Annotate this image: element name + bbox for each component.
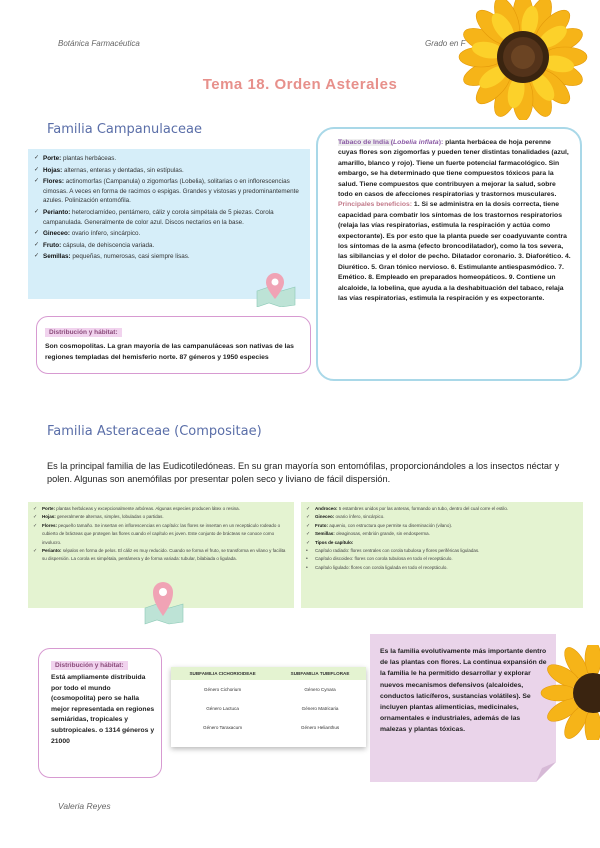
distribution-label: Distribución y hábitat: <box>51 661 128 670</box>
asteraceae-trait-item <box>306 564 579 572</box>
asteraceae-traits-right <box>301 502 583 608</box>
map-pin-icon <box>253 273 299 307</box>
trait-term: Fruto: <box>315 522 328 528</box>
asteraceae-trait-item <box>306 547 579 555</box>
lobelia-species: Lobelia inflata <box>393 139 439 146</box>
trait-text: heteroclamídeo, pentámero, cáliz y corola simpétala de 5 piezas. Corola campanulada. Generalmente de color azul. Discos nectarios en la base. <box>43 208 274 226</box>
asteraceae-distribution-box <box>38 648 162 778</box>
trait-text: Capítulo discoideo: flores con corola tubulosa en todo el receptáculo. <box>315 556 453 562</box>
trait-term: Androceo: <box>315 506 338 511</box>
distribution-text: Son cosmopolitas. La gran mayoría de las campanuláceas son nativas de las regiones templadas del hemisferio norte. 87 géneros y 1950 especies <box>45 343 294 361</box>
lobelia-description: planta herbácea de hoja perenne cuyas flores son zigomorfas y pueden tener distintas tonalidades (azul, amarillo, blanco y rojo). Tiene un fuerte potencial farmacológico. Sin embargo, se ha determinado que tiene compuestos tóxicos para la salud. Tiene compuestos que contribuyen a mejorar la salud, sobre todo en casos de afecciones respiratorias y trastornos musculares. <box>338 139 569 199</box>
page-title: Tema 18. Orden Asterales <box>202 76 398 93</box>
table-cell: Género Matricaria <box>301 706 339 711</box>
section-heading-asteraceae: Familia Asteraceae (Compositae) <box>47 424 262 439</box>
footer-author: Valeria Reyes <box>58 801 111 811</box>
lobelia-info-box <box>316 127 582 381</box>
asteraceae-traits-left-list <box>33 505 290 564</box>
trait-text: cápsula, de dehiscencia variada. <box>61 241 155 249</box>
lobelia-label: Tabaco de India ( <box>338 139 394 146</box>
trait-text: plantas herbáceas y excepcionalmente arbóreas. Algunas especies producen látex o resina. <box>55 506 240 511</box>
table-row <box>171 718 366 737</box>
trait-text: 5 estambres unidos por las anteras, formando un tubo, dentro del cual corre el estilo. <box>337 506 509 511</box>
campanulaceae-distribution-box <box>36 316 311 374</box>
trait-term: Fruto: <box>43 241 62 249</box>
trait-text: Capítulo radiado: flores centrales con corola tubulosa y flores periféricas liguladas. <box>315 548 480 554</box>
sunflower-illustration <box>455 0 590 120</box>
trait-term: Hojas: <box>43 166 63 174</box>
page-curl-icon <box>536 762 556 782</box>
trait-term: Tipos de capítulo: <box>315 539 354 545</box>
distribution-text: Está ampliamente distribuida por todo el mundo (cosmopolita) pero se halla mejor representada en regiones semiáridas, tropicales y subtropicales. o 1314 géneros y 21000 <box>51 674 155 745</box>
asteraceae-trait-item <box>33 513 290 521</box>
trait-text: generalmente alternas, simples, lobuladas o partidas. <box>55 514 164 520</box>
asteraceae-trait-item <box>306 539 579 547</box>
subfamily-table-wrapper <box>171 667 366 747</box>
trait-text: alternas, enteras y dentadas, sin estípulas. <box>62 166 184 174</box>
trait-term: Semillas: <box>43 253 71 261</box>
lobelia-benefits-label: Principales beneficios: <box>338 201 413 209</box>
trait-text: ovario ínfero, sincárpico. <box>334 514 385 520</box>
campanulaceae-traits-list <box>34 154 306 262</box>
asteraceae-trait-item <box>33 547 290 564</box>
section-heading-campanulaceae: Familia Campanulaceae <box>47 122 202 137</box>
table-cell: Género Taraxacum <box>203 725 243 730</box>
asteraceae-intro: Es la principal familia de las Eudicotiledóneas. En su gran mayoría son entomófilas, proporcionándoles a los insectos néctar y polen. Algunas son anemófilas por presentar polen seco y liviano de fácil dispersión. <box>47 461 560 484</box>
trait-term: Perianto: <box>42 548 62 554</box>
campanulaceae-trait-item <box>34 166 306 176</box>
asteraceae-traits-right-list <box>306 505 579 572</box>
trait-text: ovario ínfero, sincárpico. <box>69 230 141 238</box>
asteraceae-trait-item <box>306 513 579 521</box>
trait-text: Capítulo ligulado: flores con corola ligulada en todo el receptáculo. <box>315 564 448 570</box>
table-header-cell: SUBFAMILIA CICHORIOIDEAE <box>171 667 274 680</box>
trait-term: Semillas: <box>315 531 335 537</box>
table-row <box>171 699 366 718</box>
map-pin-icon <box>141 578 187 626</box>
trait-term: Porte: <box>43 155 62 162</box>
trait-term: Gineceo: <box>43 230 70 238</box>
trait-term: Hojas: <box>42 514 56 520</box>
table-cell: Género Lactuca <box>206 706 239 711</box>
distribution-label: Distribución y hábitat: <box>45 328 122 337</box>
campanulaceae-trait-item <box>34 154 306 164</box>
header-subject: Botánica Farmacéutica <box>58 39 140 48</box>
table-header-cell: SUBFAMILIA TUBIFLORAE <box>274 667 366 680</box>
lobelia-label-end: ): <box>438 139 444 146</box>
lobelia-benefits-text: 1. Si se administra en la dosis correcta, tiene capacidad para combatir los síntomas de los trastornos respiratorios (relaja las vías respiratorias, estimula la respiración y actúa como expectorante). Es por esto que la planta puede ser coadyuvante contra los síntomas de la asma (efecto broncodilatador), como la tos severa, las sibilancias y el dolor de pecho. Dilatador coronario. 3. Diaforético. 4. Diurético. 5. Gran tónico nervioso. 6. Estimulante antiespasmódico. 7. Emético. 8. Empleado en preparados homeopáticos. 9. Contiene un alcaloide, la lobelina, que ayuda a la deshabituación del tabaco, relaja las vías respiratorias, estimula la respiración y es expectorante. <box>338 201 571 303</box>
sunflower-illustration <box>505 645 600 740</box>
trait-text: sépalos en forma de pelos. El cáliz es muy reducido. Cuando se forma el fruto, se transforma en vilano y facilita su dispersión. La corola es simpétala, pentámera y de forma variada: tubular, bilabiada o ligulada. <box>42 548 286 562</box>
trait-text: pequeñas, numerosas, casi siempre lisas. <box>70 253 190 261</box>
trait-text: oleaginosas, embrión grande, sin endosperma. <box>334 531 430 537</box>
trait-text: aquenio, con estructura que permite su diseminación (vilano). <box>328 522 453 528</box>
trait-text: pequeño tamaño. Se insertan en inflorescencias en capítulo: las flores se insertan en un receptáculo rodeado o cubierto de brácteas que protegen las flores cuando el capítulo es joven. Este conjunto de brácteas se conoce como involucro. <box>42 522 281 545</box>
trait-term: Flores: <box>43 178 64 186</box>
table-row <box>171 680 366 699</box>
asteraceae-trait-item <box>306 505 579 513</box>
asteraceae-trait-item <box>306 530 579 538</box>
trait-term: Flores: <box>42 522 58 528</box>
campanulaceae-trait-item <box>34 252 306 262</box>
asteraceae-note: Es la familia evolutivamente más importante dentro de las plantas con flores. La continua expansión de la familia le ha permitido desarrollar y explorar nuevos mecanismos defensivos (alcaloides, conductos laticíferos, sustancias volátiles). Se incluyen plantas alimenticias, medicinales, ornamentales e industriales, además de las malezas y plantas tóxicas. <box>380 648 547 734</box>
table-header-row <box>171 667 366 680</box>
campanulaceae-trait-item <box>34 241 306 251</box>
trait-text: plantas herbáceas. <box>61 155 117 162</box>
trait-text: actinomorfas (Campanula) o zigomorfas (Lobelia), solitarias o en inflorescencias cimosas. A veces en forma de racimos o espigas. Grandes y vistosas y predominantemente azules. Polinización entomófila. <box>43 178 299 205</box>
asteraceae-trait-item <box>306 522 579 530</box>
asteraceae-trait-item <box>33 522 290 547</box>
campanulaceae-trait-item <box>34 229 306 239</box>
campanulaceae-trait-item <box>34 208 306 227</box>
trait-term: Porte: <box>42 506 56 511</box>
subfamily-table <box>171 667 366 737</box>
asteraceae-trait-item <box>306 555 579 563</box>
table-cell: Género Helianthus <box>300 725 340 730</box>
campanulaceae-trait-item <box>34 177 306 206</box>
table-cell: Género Cynara <box>304 687 336 692</box>
header-degree: Grado en F <box>425 39 466 48</box>
trait-term: Perianto: <box>43 208 71 216</box>
table-cell: Género Cichorium <box>203 687 242 692</box>
asteraceae-trait-item <box>33 505 290 513</box>
trait-term: Gineceo: <box>315 514 335 520</box>
